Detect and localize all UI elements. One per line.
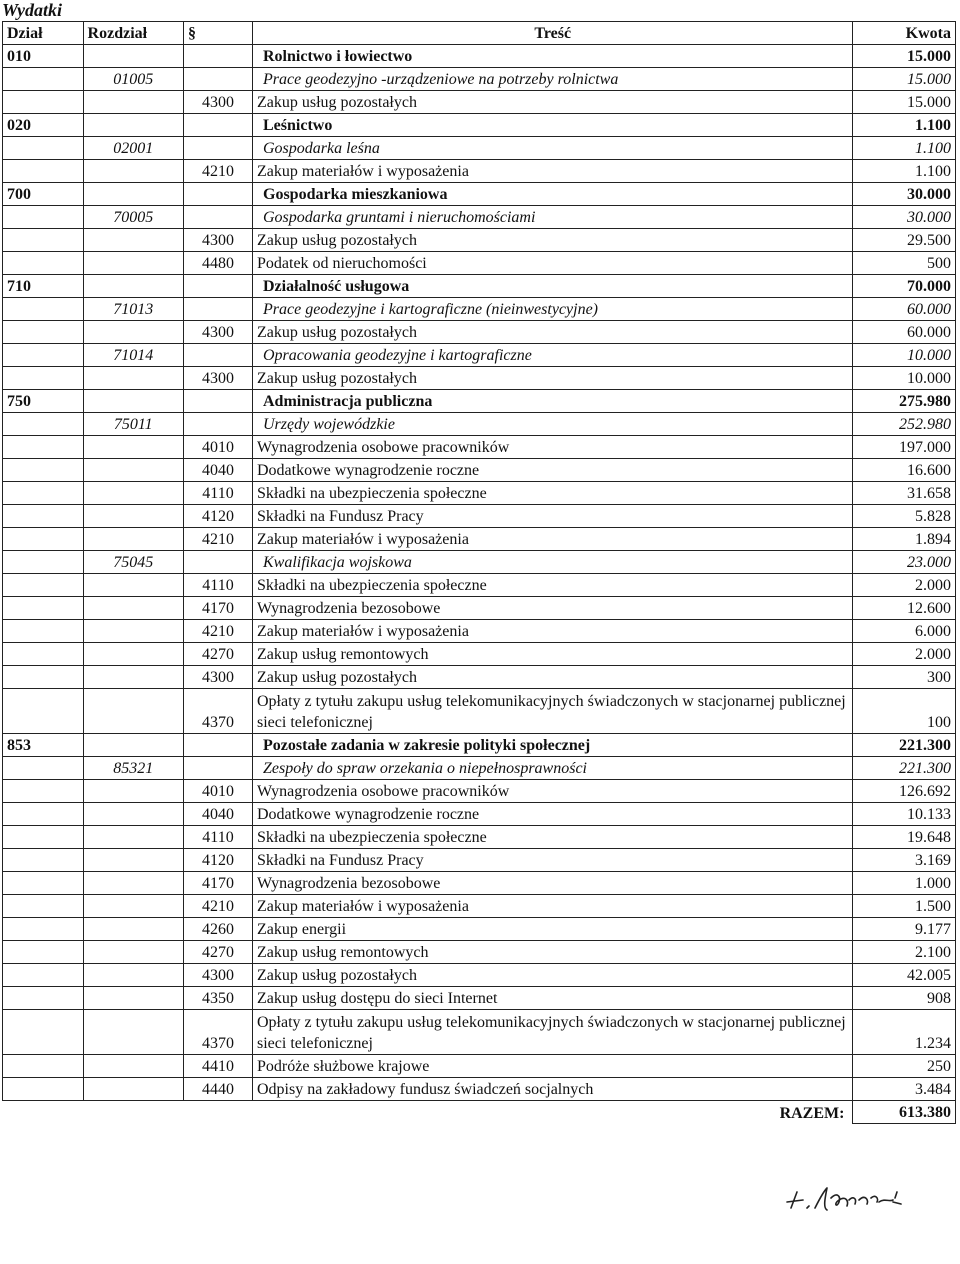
dzial-cell [3, 826, 84, 849]
dzial-cell [3, 872, 84, 895]
table-row-rozdzial [3, 137, 956, 160]
rozdzial-cell [83, 872, 183, 895]
rozdzial-cell [83, 734, 183, 757]
kwota-cell: 275.980 [853, 390, 956, 413]
tresc-cell: Wynagrodzenia bezosobowe [253, 872, 853, 895]
dzial-cell: 020 [3, 114, 84, 137]
table-row-paragraf [3, 1078, 956, 1101]
dzial-cell [3, 918, 84, 941]
dzial-cell [3, 505, 84, 528]
table-row-paragraf [3, 849, 956, 872]
table-row-paragraf [3, 941, 956, 964]
kwota-cell: 1.000 [853, 872, 956, 895]
dzial-cell [3, 1055, 84, 1078]
budget-body [3, 45, 956, 1101]
paragraf-cell: 4110 [183, 574, 252, 597]
kwota-cell: 30.000 [853, 183, 956, 206]
paragraf-cell [183, 206, 252, 229]
dzial-cell [3, 643, 84, 666]
rozdzial-cell [83, 91, 183, 114]
rozdzial-cell [83, 918, 183, 941]
paragraf-cell: 4300 [183, 964, 252, 987]
table-row-rozdzial [3, 344, 956, 367]
rozdzial-cell: 70005 [83, 206, 183, 229]
rozdzial-cell [83, 321, 183, 344]
dzial-cell [3, 206, 84, 229]
tresc-cell: Zakup usług pozostałych [253, 321, 853, 344]
tresc-cell: Zakup materiałów i wyposażenia [253, 160, 853, 183]
dzial-cell: 710 [3, 275, 84, 298]
dzial-cell: 853 [3, 734, 84, 757]
kwota-cell: 23.000 [853, 551, 956, 574]
table-row-paragraf [3, 1010, 956, 1055]
dzial-cell [3, 1010, 84, 1055]
tresc-cell: Wynagrodzenia osobowe pracowników [253, 436, 853, 459]
table-row-dzial [3, 734, 956, 757]
paragraf-cell: 4480 [183, 252, 252, 275]
total-label: RAZEM: [779, 1104, 845, 1122]
kwota-cell: 3.169 [853, 849, 956, 872]
dzial-cell [3, 68, 84, 91]
header-dzial: Dział [3, 22, 84, 45]
signature-image [783, 1178, 943, 1218]
table-row-paragraf [3, 872, 956, 895]
rozdzial-cell: 75011 [83, 413, 183, 436]
table-row-dzial [3, 275, 956, 298]
kwota-cell: 30.000 [853, 206, 956, 229]
paragraf-cell: 4110 [183, 482, 252, 505]
table-row-dzial [3, 114, 956, 137]
kwota-cell: 1.100 [853, 160, 956, 183]
dzial-cell [3, 229, 84, 252]
rozdzial-cell [83, 597, 183, 620]
dzial-cell [3, 849, 84, 872]
table-row-paragraf [3, 505, 956, 528]
kwota-cell: 16.600 [853, 459, 956, 482]
tresc-cell: Rolnictwo i łowiectwo [253, 45, 853, 68]
rozdzial-cell [83, 574, 183, 597]
paragraf-cell: 4300 [183, 367, 252, 390]
paragraf-cell: 4120 [183, 505, 252, 528]
tresc-cell: Wynagrodzenia bezosobowe [253, 597, 853, 620]
kwota-cell: 126.692 [853, 780, 956, 803]
kwota-cell: 60.000 [853, 321, 956, 344]
tresc-cell: Opłaty z tytułu zakupu usług telekomunikacyjnych świadczonych w stacjonarnej publicznej sieci telefonicznej [253, 1010, 853, 1055]
tresc-cell: Gospodarka leśna [253, 137, 853, 160]
paragraf-cell: 4300 [183, 666, 252, 689]
tresc-cell: Dodatkowe wynagrodzenie roczne [253, 459, 853, 482]
paragraf-cell: 4170 [183, 872, 252, 895]
header-row [3, 22, 956, 45]
paragraf-cell: 4440 [183, 1078, 252, 1101]
tresc-cell: Prace geodezyjne i kartograficzne (nieinwestycyjne) [253, 298, 853, 321]
budget-table [2, 21, 956, 1124]
table-row-paragraf [3, 666, 956, 689]
rozdzial-cell: 71014 [83, 344, 183, 367]
paragraf-cell: 4270 [183, 941, 252, 964]
kwota-cell: 3.484 [853, 1078, 956, 1101]
kwota-cell: 1.100 [853, 114, 956, 137]
paragraf-cell: 4370 [183, 1010, 252, 1055]
table-row-paragraf [3, 574, 956, 597]
kwota-cell: 500 [853, 252, 956, 275]
paragraf-cell: 4270 [183, 643, 252, 666]
rozdzial-cell [83, 528, 183, 551]
paragraf-cell: 4120 [183, 849, 252, 872]
kwota-cell: 250 [853, 1055, 956, 1078]
kwota-cell: 70.000 [853, 275, 956, 298]
tresc-cell: Zakup usług pozostałych [253, 367, 853, 390]
table-row-paragraf [3, 321, 956, 344]
kwota-cell: 908 [853, 987, 956, 1010]
rozdzial-cell [83, 620, 183, 643]
rozdzial-cell [83, 780, 183, 803]
rozdzial-cell [83, 803, 183, 826]
paragraf-cell [183, 183, 252, 206]
tresc-cell: Gospodarka gruntami i nieruchomościami [253, 206, 853, 229]
paragraf-cell: 4110 [183, 826, 252, 849]
table-row-rozdzial [3, 68, 956, 91]
dzial-cell: 700 [3, 183, 84, 206]
kwota-cell: 300 [853, 666, 956, 689]
dzial-cell [3, 137, 84, 160]
table-row-rozdzial [3, 298, 956, 321]
table-row-paragraf [3, 987, 956, 1010]
table-row-paragraf [3, 367, 956, 390]
paragraf-cell: 4040 [183, 459, 252, 482]
paragraf-cell: 4300 [183, 91, 252, 114]
table-row-paragraf [3, 528, 956, 551]
tresc-cell: Podróże służbowe krajowe [253, 1055, 853, 1078]
paragraf-cell: 4170 [183, 597, 252, 620]
paragraf-cell [183, 344, 252, 367]
tresc-cell: Gospodarka mieszkaniowa [253, 183, 853, 206]
table-row-rozdzial [3, 413, 956, 436]
tresc-cell: Zakup usług remontowych [253, 643, 853, 666]
dzial-cell [3, 528, 84, 551]
document-title: Wydatki [2, 0, 63, 20]
paragraf-cell: 4210 [183, 895, 252, 918]
tresc-cell: Zakup usług pozostałych [253, 229, 853, 252]
tresc-cell: Składki na Fundusz Pracy [253, 849, 853, 872]
rozdzial-cell [83, 941, 183, 964]
table-row-paragraf [3, 597, 956, 620]
dzial-cell [3, 367, 84, 390]
rozdzial-cell [83, 252, 183, 275]
rozdzial-cell: 85321 [83, 757, 183, 780]
kwota-cell: 252.980 [853, 413, 956, 436]
dzial-cell [3, 895, 84, 918]
paragraf-cell: 4370 [183, 689, 252, 734]
dzial-cell [3, 689, 84, 734]
paragraf-cell [183, 757, 252, 780]
dzial-cell [3, 803, 84, 826]
kwota-cell: 2.000 [853, 643, 956, 666]
paragraf-cell [183, 45, 252, 68]
table-row-rozdzial [3, 206, 956, 229]
tresc-cell: Składki na Fundusz Pracy [253, 505, 853, 528]
dzial-cell [3, 482, 84, 505]
rozdzial-cell [83, 666, 183, 689]
kwota-cell: 6.000 [853, 620, 956, 643]
rozdzial-cell [83, 183, 183, 206]
rozdzial-cell [83, 482, 183, 505]
dzial-cell [3, 964, 84, 987]
paragraf-cell: 4300 [183, 229, 252, 252]
kwota-cell: 221.300 [853, 757, 956, 780]
dzial-cell [3, 91, 84, 114]
dzial-cell [3, 551, 84, 574]
rozdzial-cell [83, 689, 183, 734]
kwota-cell: 10.000 [853, 367, 956, 390]
kwota-cell: 1.894 [853, 528, 956, 551]
table-row-paragraf [3, 689, 956, 734]
table-row-paragraf [3, 160, 956, 183]
tresc-cell: Zespoły do spraw orzekania o niepełnosprawności [253, 757, 853, 780]
rozdzial-cell [83, 1078, 183, 1101]
total-value: 613.380 [853, 1101, 956, 1124]
kwota-cell: 100 [853, 689, 956, 734]
tresc-cell: Opłaty z tytułu zakupu usług telekomunikacyjnych świadczonych w stacjonarnej publicznej sieci telefonicznej [253, 689, 853, 734]
paragraf-cell [183, 413, 252, 436]
rozdzial-cell [83, 1010, 183, 1055]
paragraf-cell: 4010 [183, 780, 252, 803]
table-row-paragraf [3, 1055, 956, 1078]
tresc-cell: Zakup usług pozostałych [253, 666, 853, 689]
kwota-cell: 2.000 [853, 574, 956, 597]
tresc-cell: Wynagrodzenia osobowe pracowników [253, 780, 853, 803]
dzial-cell [3, 780, 84, 803]
tresc-cell: Zakup usług pozostałych [253, 964, 853, 987]
paragraf-cell: 4040 [183, 803, 252, 826]
tresc-cell: Odpisy na zakładowy fundusz świadczeń socjalnych [253, 1078, 853, 1101]
rozdzial-cell [83, 643, 183, 666]
table-row-paragraf [3, 436, 956, 459]
table-row-paragraf [3, 643, 956, 666]
rozdzial-cell [83, 436, 183, 459]
kwota-cell: 15.000 [853, 68, 956, 91]
table-row-paragraf [3, 803, 956, 826]
kwota-cell: 31.658 [853, 482, 956, 505]
table-row-paragraf [3, 252, 956, 275]
paragraf-cell: 4210 [183, 160, 252, 183]
dzial-cell [3, 459, 84, 482]
dzial-cell: 750 [3, 390, 84, 413]
tresc-cell: Zakup energii [253, 918, 853, 941]
table-row-dzial [3, 183, 956, 206]
rozdzial-cell [83, 114, 183, 137]
tresc-cell: Podatek od nieruchomości [253, 252, 853, 275]
table-row-paragraf [3, 895, 956, 918]
rozdzial-cell [83, 229, 183, 252]
tresc-cell: Zakup usług pozostałych [253, 91, 853, 114]
paragraf-cell: 4300 [183, 321, 252, 344]
dzial-cell: 010 [3, 45, 84, 68]
tresc-cell: Działalność usługowa [253, 275, 853, 298]
tresc-cell: Administracja publiczna [253, 390, 853, 413]
paragraf-cell [183, 390, 252, 413]
dzial-cell [3, 298, 84, 321]
table-row-paragraf [3, 918, 956, 941]
rozdzial-cell: 71013 [83, 298, 183, 321]
dzial-cell [3, 620, 84, 643]
dzial-cell [3, 757, 84, 780]
tresc-cell: Opracowania geodezyjne i kartograficzne [253, 344, 853, 367]
tresc-cell: Zakup usług dostępu do sieci Internet [253, 987, 853, 1010]
tresc-cell: Składki na ubezpieczenia społeczne [253, 826, 853, 849]
dzial-cell [3, 1078, 84, 1101]
tresc-cell: Leśnictwo [253, 114, 853, 137]
rozdzial-cell [83, 1055, 183, 1078]
kwota-cell: 1.234 [853, 1010, 956, 1055]
kwota-cell: 12.600 [853, 597, 956, 620]
table-row-paragraf [3, 91, 956, 114]
paragraf-cell [183, 734, 252, 757]
tresc-cell: Pozostałe zadania w zakresie polityki społecznej [253, 734, 853, 757]
rozdzial-cell: 02001 [83, 137, 183, 160]
kwota-cell: 10.133 [853, 803, 956, 826]
paragraf-cell: 4350 [183, 987, 252, 1010]
table-row-paragraf [3, 229, 956, 252]
paragraf-cell [183, 68, 252, 91]
dzial-cell [3, 321, 84, 344]
paragraf-cell: 4210 [183, 620, 252, 643]
tresc-cell: Zakup materiałów i wyposażenia [253, 620, 853, 643]
paragraf-cell: 4010 [183, 436, 252, 459]
table-row-paragraf [3, 964, 956, 987]
tresc-cell: Dodatkowe wynagrodzenie roczne [253, 803, 853, 826]
dzial-cell [3, 574, 84, 597]
rozdzial-cell [83, 849, 183, 872]
rozdzial-cell [83, 895, 183, 918]
rozdzial-cell [83, 459, 183, 482]
kwota-cell: 42.005 [853, 964, 956, 987]
kwota-cell: 60.000 [853, 298, 956, 321]
rozdzial-cell [83, 505, 183, 528]
rozdzial-cell: 75045 [83, 551, 183, 574]
total-row [3, 1101, 956, 1124]
table-row-paragraf [3, 459, 956, 482]
header-paragraf: § [183, 22, 252, 45]
paragraf-cell [183, 551, 252, 574]
rozdzial-cell [83, 390, 183, 413]
paragraf-cell: 4210 [183, 528, 252, 551]
kwota-cell: 15.000 [853, 45, 956, 68]
kwota-cell: 15.000 [853, 91, 956, 114]
dzial-cell [3, 597, 84, 620]
tresc-cell: Składki na ubezpieczenia społeczne [253, 482, 853, 505]
rozdzial-cell: 01005 [83, 68, 183, 91]
dzial-cell [3, 666, 84, 689]
table-row-rozdzial [3, 757, 956, 780]
rozdzial-cell [83, 964, 183, 987]
kwota-cell: 5.828 [853, 505, 956, 528]
table-row-rozdzial [3, 551, 956, 574]
table-row-paragraf [3, 826, 956, 849]
kwota-cell: 19.648 [853, 826, 956, 849]
kwota-cell: 9.177 [853, 918, 956, 941]
dzial-cell [3, 160, 84, 183]
tresc-cell: Kwalifikacja wojskowa [253, 551, 853, 574]
tresc-cell: Zakup materiałów i wyposażenia [253, 895, 853, 918]
kwota-cell: 221.300 [853, 734, 956, 757]
kwota-cell: 29.500 [853, 229, 956, 252]
rozdzial-cell [83, 987, 183, 1010]
header-rozdzial: Rozdział [83, 22, 183, 45]
dzial-cell [3, 252, 84, 275]
table-row-dzial [3, 45, 956, 68]
paragraf-cell: 4410 [183, 1055, 252, 1078]
dzial-cell [3, 344, 84, 367]
paragraf-cell [183, 114, 252, 137]
tresc-cell: Zakup usług remontowych [253, 941, 853, 964]
table-row-dzial [3, 390, 956, 413]
table-row-paragraf [3, 482, 956, 505]
dzial-cell [3, 436, 84, 459]
paragraf-cell [183, 298, 252, 321]
tresc-cell: Urzędy wojewódzkie [253, 413, 853, 436]
tresc-cell: Zakup materiałów i wyposażenia [253, 528, 853, 551]
table-row-paragraf [3, 620, 956, 643]
paragraf-cell [183, 275, 252, 298]
tresc-cell: Składki na ubezpieczenia społeczne [253, 574, 853, 597]
kwota-cell: 1.500 [853, 895, 956, 918]
kwota-cell: 10.000 [853, 344, 956, 367]
header-tresc: Treść [253, 22, 853, 45]
dzial-cell [3, 987, 84, 1010]
kwota-cell: 197.000 [853, 436, 956, 459]
header-kwota: Kwota [853, 22, 956, 45]
table-row-paragraf [3, 780, 956, 803]
kwota-cell: 1.100 [853, 137, 956, 160]
dzial-cell [3, 941, 84, 964]
kwota-cell: 2.100 [853, 941, 956, 964]
rozdzial-cell [83, 367, 183, 390]
rozdzial-cell [83, 160, 183, 183]
rozdzial-cell [83, 275, 183, 298]
rozdzial-cell [83, 826, 183, 849]
rozdzial-cell [83, 45, 183, 68]
paragraf-cell [183, 137, 252, 160]
tresc-cell: Prace geodezyjno -urządzeniowe na potrzeby rolnictwa [253, 68, 853, 91]
paragraf-cell: 4260 [183, 918, 252, 941]
dzial-cell [3, 413, 84, 436]
